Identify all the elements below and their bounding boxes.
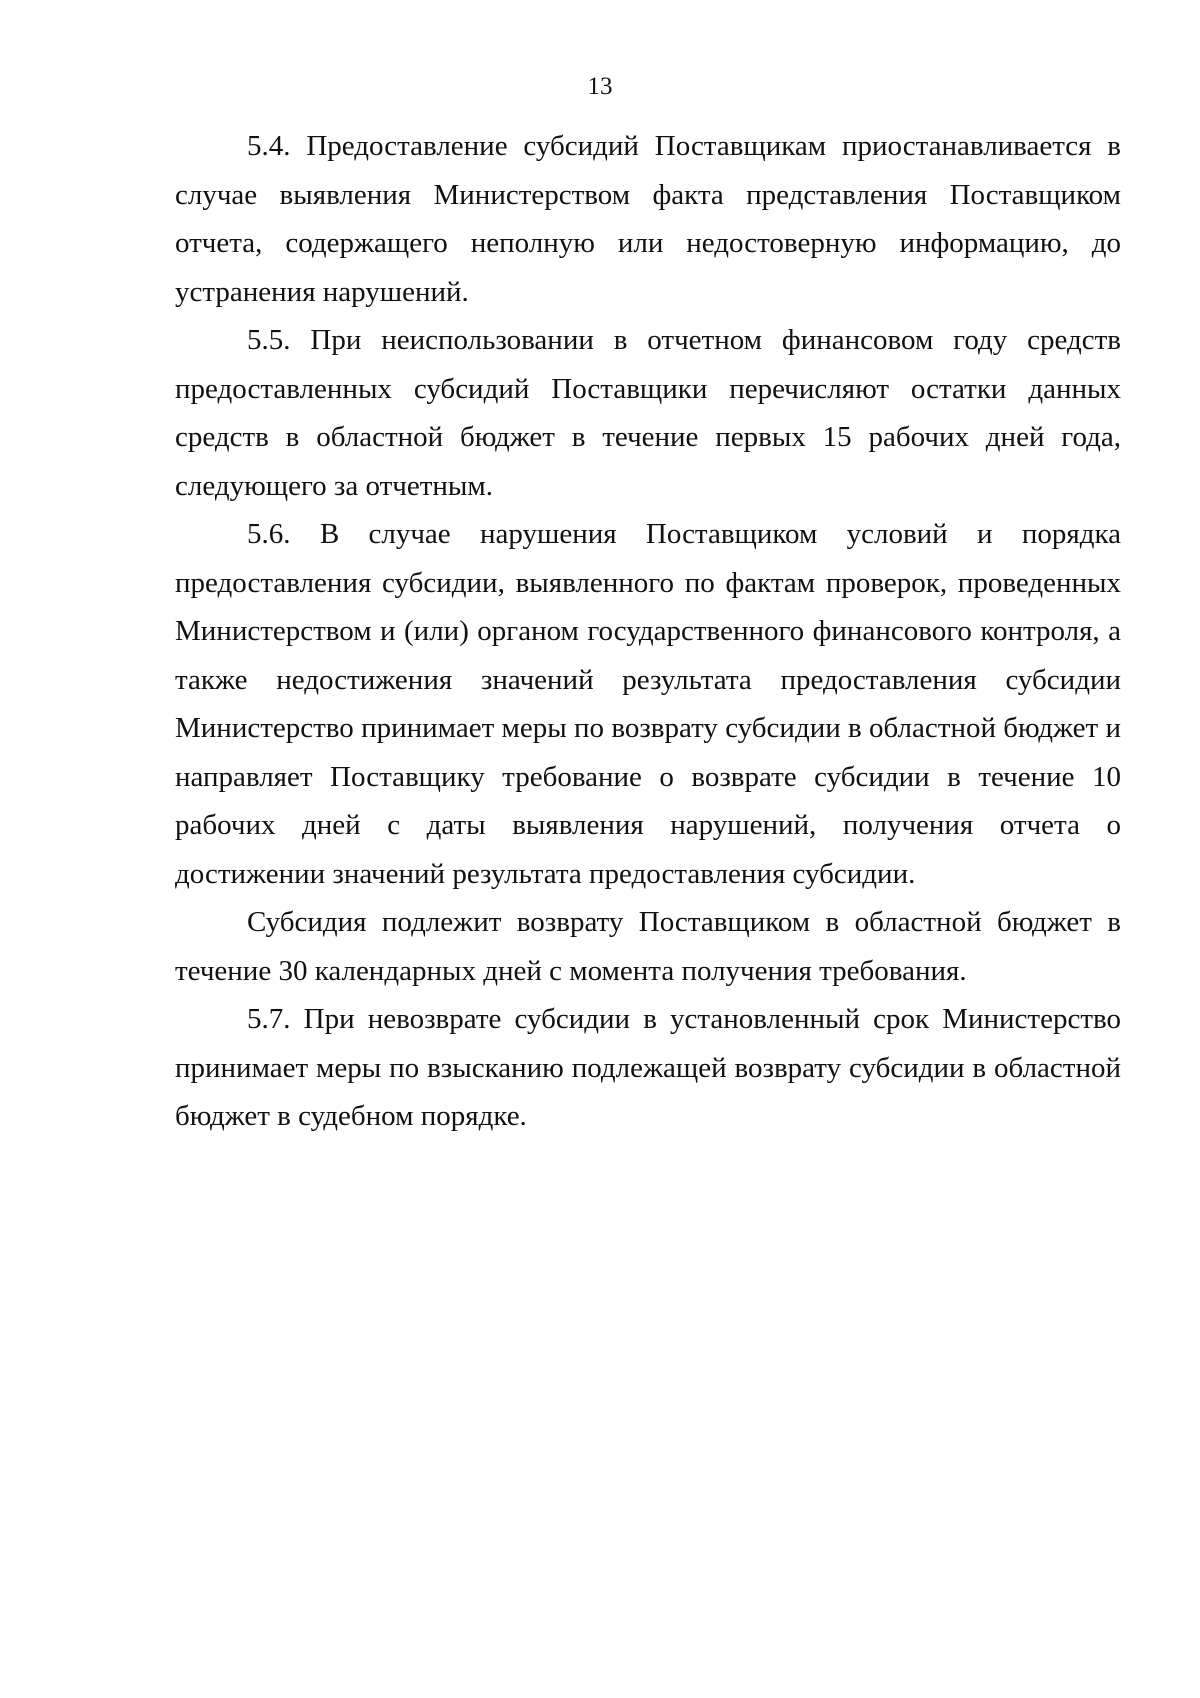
paragraph-5-6: 5.6. В случае нарушения Поставщиком условий и порядка предоставления субсидии, выявленного по фактам проверок, проведенных Министерством и (или) органом государственного финансового контроля, а также недостижения значений результата предоставления субсидии Министерство принимает меры по возврату субсидии в областной бюджет и направляет Поставщику требование о возврате субсидии в течение 10 рабочих дней с даты выявления нарушений, получения отчета о достижении значений результата предоставления субсидии.: [175, 518, 1121, 890]
paragraph-5-7: 5.7. При невозврате субсидии в установленный срок Министерство принимает меры по взысканию подлежащей возврату субсидии в областной бюджет в судебном порядке.: [175, 1003, 1121, 1132]
paragraph-5-4: 5.4. Предоставление субсидий Поставщикам приостанавливается в случае выявления Министерством факта представления Поставщиком отчета, содержащего неполную или недостоверную информацию, до устранения нарушений.: [175, 130, 1121, 308]
document-body: [175, 122, 1121, 1141]
page-number: 13: [587, 73, 613, 100]
paragraph-5-6-continued: Субсидия подлежит возврату Поставщиком в областной бюджет в течение 30 календарных дней с момента получения требования.: [175, 906, 1121, 987]
paragraph-5-5: 5.5. При неиспользовании в отчетном финансовом году средств предоставленных субсидий Поставщики перечисляют остатки данных средств в областной бюджет в течение первых 15 рабочих дней года, следующего за отчетным.: [175, 324, 1121, 502]
